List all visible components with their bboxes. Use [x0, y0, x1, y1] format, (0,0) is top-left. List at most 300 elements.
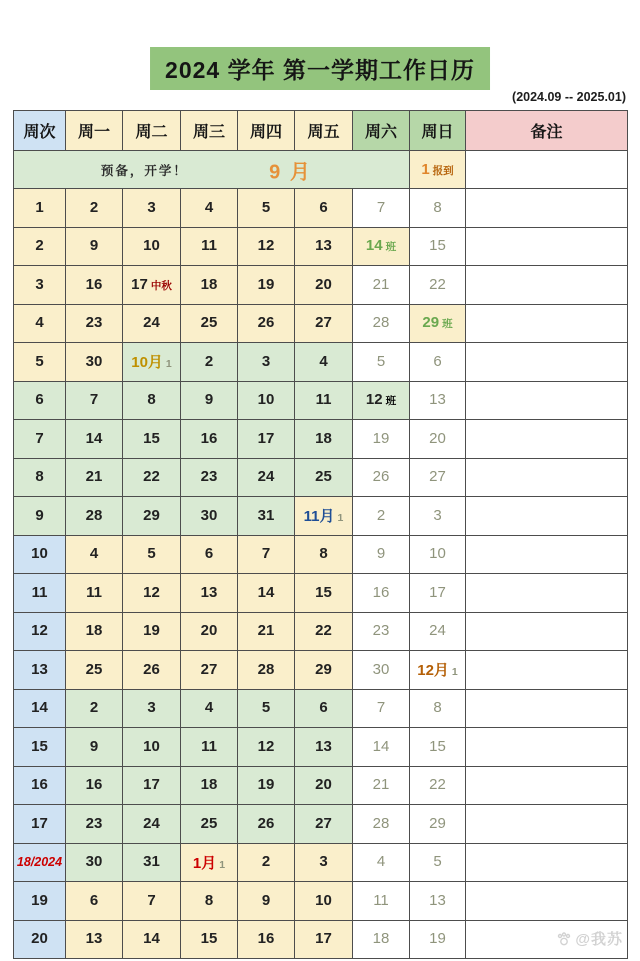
day-cell: [238, 227, 295, 266]
day-number: 14: [365, 237, 383, 255]
day-cell: [353, 458, 410, 497]
day-number: 19: [257, 275, 275, 293]
day-cell: [66, 420, 123, 459]
day-number: 13: [429, 891, 446, 909]
day-number: 29: [315, 660, 332, 678]
day-number: 7: [89, 391, 99, 409]
day-number: 3: [147, 198, 156, 216]
day-cell: [181, 920, 238, 959]
day-cell: [66, 343, 123, 382]
week-number-cell: [14, 843, 66, 882]
day-number: 28: [372, 814, 390, 832]
week-number: 12: [31, 622, 48, 640]
week-number-cell: [14, 458, 66, 497]
day-cell: [353, 381, 410, 420]
day-cell: [238, 266, 295, 305]
day-cell: [410, 535, 466, 574]
week-number: 7: [35, 429, 44, 447]
remark-cell: [466, 189, 628, 228]
day-cell: [410, 420, 466, 459]
calendar-table: [13, 110, 628, 959]
week-number: 17: [31, 814, 48, 832]
day-number: 14: [143, 930, 160, 948]
day-number: 5: [147, 545, 156, 563]
day-cell: [295, 343, 353, 382]
day-number: 11: [201, 237, 217, 255]
day-cell: [410, 266, 466, 305]
day-number: 10: [429, 545, 446, 563]
day-number: 19: [429, 930, 446, 948]
day-cell: [295, 766, 353, 805]
day-number: 3: [147, 699, 156, 717]
day-number: 16: [85, 275, 103, 293]
day-cell: [410, 728, 466, 767]
week-number-cell: [14, 689, 66, 728]
day-number: 12: [257, 737, 275, 755]
day-cell: [353, 651, 410, 690]
day-number: 14: [372, 737, 390, 755]
day-cell: [238, 189, 295, 228]
day-cell: [123, 266, 181, 305]
day-cell: [238, 920, 295, 959]
header-col-friday: 周五: [295, 111, 353, 151]
day-cell: [353, 227, 410, 266]
day-number: 13: [200, 583, 218, 601]
day-number: 11: [373, 891, 389, 909]
day-cell: [123, 381, 181, 420]
day-cell: [353, 266, 410, 305]
day-number: 22: [143, 468, 160, 486]
day-number: 17: [257, 429, 275, 447]
day-cell: [181, 843, 238, 882]
day-annotation: 1: [337, 512, 344, 525]
day-cell: [181, 189, 238, 228]
week-number: 14: [31, 699, 48, 717]
day-cell: [295, 535, 353, 574]
day-cell: [295, 920, 353, 959]
day-cell: [410, 612, 466, 651]
week-number-cell: [14, 381, 66, 420]
day-cell: [66, 689, 123, 728]
header-col-remarks: 备注: [466, 111, 628, 151]
remark-cell: [466, 458, 628, 497]
week-number: 11: [31, 583, 48, 601]
day-number: 24: [429, 622, 446, 640]
day-number: 20: [200, 622, 218, 640]
day-number: 22: [429, 776, 446, 794]
day-cell: [295, 689, 353, 728]
month-banner-row: [14, 151, 628, 189]
header-col-week-number: 周次: [14, 111, 66, 151]
day-annotation: 1: [219, 858, 226, 871]
day-number: 6: [433, 352, 442, 370]
day-number: 23: [85, 814, 103, 832]
week-number-cell: [14, 651, 66, 690]
day-number: 17: [143, 776, 160, 794]
table-row: [14, 266, 628, 305]
day-number: 14: [85, 429, 103, 447]
day-number: 13: [85, 930, 103, 948]
table-row: [14, 689, 628, 728]
day-cell: [410, 843, 466, 882]
day-cell: [66, 882, 123, 921]
day-number: 20: [315, 275, 332, 293]
day-cell: [123, 458, 181, 497]
day-cell: [238, 304, 295, 343]
day-number: 7: [376, 198, 386, 216]
week-number: 6: [35, 391, 44, 409]
day-cell: [353, 728, 410, 767]
day-cell: [238, 574, 295, 613]
table-row: [14, 304, 628, 343]
day-cell: [181, 381, 238, 420]
header-row: [14, 111, 628, 151]
day-cell: [66, 766, 123, 805]
day-cell: [238, 805, 295, 844]
day-number: 6: [89, 891, 99, 909]
day-number: 23: [85, 314, 103, 332]
day-number: 21: [372, 776, 390, 794]
day-cell: [295, 728, 353, 767]
day-number: 26: [143, 660, 160, 678]
day-cell: [353, 420, 410, 459]
month-label-september: 9 月: [269, 161, 312, 183]
day-number: 1: [421, 160, 430, 178]
day-number: 24: [143, 814, 160, 832]
day-cell: [66, 805, 123, 844]
day-number: 26: [257, 314, 275, 332]
day-cell: [66, 266, 123, 305]
header-col-saturday: 周六: [353, 111, 410, 151]
day-cell: [410, 574, 466, 613]
day-cell: [410, 651, 466, 690]
day-number: 4: [89, 545, 99, 563]
day-number: 10月: [131, 354, 163, 372]
day-number: 9: [376, 545, 386, 563]
day-number: 5: [433, 853, 442, 871]
day-cell: [353, 497, 410, 536]
day-annotation: 班: [385, 395, 397, 408]
day-number: 9: [89, 237, 99, 255]
table-row: [14, 766, 628, 805]
day-number: 11: [86, 583, 102, 601]
day-cell: [66, 458, 123, 497]
day-number: 21: [257, 622, 275, 640]
day-cell: [238, 420, 295, 459]
day-cell: [181, 728, 238, 767]
day-number: 15: [315, 583, 332, 601]
day-cell: [66, 728, 123, 767]
day-number: 9: [204, 391, 214, 409]
week-number: 2: [35, 237, 44, 255]
day-number: 17: [131, 275, 148, 293]
day-cell: [66, 497, 123, 536]
week-number: 3: [35, 275, 44, 293]
day-number: 19: [143, 622, 160, 640]
day-number: 29: [429, 814, 446, 832]
day-cell: [410, 805, 466, 844]
day-cell: [238, 535, 295, 574]
day-number: 5: [376, 352, 386, 370]
day-number: 23: [200, 468, 218, 486]
day-number: 18: [200, 275, 218, 293]
day-number: 25: [85, 660, 103, 678]
day-cell: [181, 766, 238, 805]
day-cell: [238, 458, 295, 497]
day-cell: [238, 651, 295, 690]
day-cell: [181, 651, 238, 690]
week-number-cell: [14, 420, 66, 459]
week-number: 10: [31, 545, 48, 563]
day-cell: [181, 266, 238, 305]
table-row: [14, 728, 628, 767]
table-row: [14, 805, 628, 844]
table-row: [14, 343, 628, 382]
day-number: 22: [429, 275, 446, 293]
day-cell: [410, 497, 466, 536]
week-number: 20: [31, 930, 48, 948]
day-cell: [353, 343, 410, 382]
day-number: 4: [319, 352, 328, 370]
day-number: 27: [200, 660, 218, 678]
day-cell: [295, 420, 353, 459]
day-cell: [181, 227, 238, 266]
day-cell: [238, 497, 295, 536]
day-cell: [295, 882, 353, 921]
day-cell: [123, 843, 181, 882]
day-number: 26: [372, 468, 390, 486]
day-number: 2: [376, 506, 386, 524]
day-number: 5: [261, 198, 271, 216]
day-cell: [410, 458, 466, 497]
remark-cell: [466, 227, 628, 266]
day-number: 20: [429, 429, 446, 447]
day-number: 23: [372, 622, 390, 640]
day-cell: [66, 651, 123, 690]
day-cell: [353, 304, 410, 343]
page-title: 2024 学年 第一学期工作日历: [150, 47, 490, 90]
header-col-wednesday: 周三: [181, 111, 238, 151]
day-cell: [238, 766, 295, 805]
remark-cell: [466, 766, 628, 805]
day-number: 20: [315, 776, 332, 794]
day-annotation: 班: [442, 318, 453, 331]
day-number: 5: [261, 699, 271, 717]
day-cell: [66, 304, 123, 343]
day-cell: [123, 805, 181, 844]
day-annotation: 报到: [432, 164, 454, 177]
day-cell: [410, 766, 466, 805]
day-cell: [66, 920, 123, 959]
day-cell: [353, 882, 410, 921]
day-number: 22: [315, 622, 332, 640]
day-number: 31: [257, 506, 275, 524]
remark-cell: [466, 151, 628, 189]
day-cell: [353, 689, 410, 728]
day-cell: [123, 689, 181, 728]
day-number: 6: [319, 198, 328, 216]
day-annotation: 1: [451, 666, 458, 679]
table-row: [14, 497, 628, 536]
day-number: 15: [143, 429, 160, 447]
day-cell: [295, 574, 353, 613]
week-number-cell: [14, 189, 66, 228]
week-number: 15: [31, 737, 48, 755]
day-cell: [123, 766, 181, 805]
week-number-cell: [14, 497, 66, 536]
remark-cell: [466, 497, 628, 536]
day-cell: [238, 381, 295, 420]
remark-cell: [466, 574, 628, 613]
day-cell: [238, 843, 295, 882]
week-number: 5: [35, 352, 44, 370]
day-cell: [295, 497, 353, 536]
table-row: [14, 227, 628, 266]
day-number: 7: [147, 891, 156, 909]
day-number: 18: [372, 930, 390, 948]
table-row: [14, 535, 628, 574]
day-number: 15: [200, 930, 218, 948]
day-number: 3: [319, 853, 328, 871]
day-number: 14: [257, 583, 275, 601]
day-number: 6: [319, 699, 328, 717]
day-number: 16: [372, 583, 390, 601]
day-number: 2: [261, 853, 271, 871]
day-cell: [66, 535, 123, 574]
day-cell: [295, 805, 353, 844]
table-row: [14, 420, 628, 459]
table-row: [14, 458, 628, 497]
day-cell: [123, 920, 181, 959]
day-number: 16: [257, 930, 275, 948]
day-number: 30: [200, 506, 218, 524]
week-number-cell: [14, 728, 66, 767]
day-cell: [123, 420, 181, 459]
day-number: 17: [429, 583, 446, 601]
day-number: 4: [204, 699, 214, 717]
day-cell: [123, 612, 181, 651]
day-number: 21: [85, 468, 103, 486]
day-number: 13: [315, 737, 332, 755]
day-number: 11: [201, 737, 217, 755]
remark-cell: [466, 805, 628, 844]
day-cell: [181, 882, 238, 921]
day-number: 29: [422, 314, 440, 332]
day-number: 10: [315, 891, 332, 909]
day-number: 27: [315, 814, 332, 832]
day-number: 10: [143, 737, 160, 755]
day-number: 18: [200, 776, 218, 794]
day-cell: [181, 805, 238, 844]
week-number-cell: [14, 805, 66, 844]
day-number: 26: [257, 814, 275, 832]
remark-cell: [466, 651, 628, 690]
week-number-cell: [14, 266, 66, 305]
day-cell: [123, 189, 181, 228]
day-cell: [123, 497, 181, 536]
remark-cell: [466, 612, 628, 651]
day-number: 8: [204, 891, 214, 909]
day-cell: [181, 574, 238, 613]
paw-icon: [556, 931, 572, 947]
september-band: [14, 151, 410, 189]
day-cell: [123, 882, 181, 921]
week-number-year: 2024: [34, 855, 63, 870]
week-number-cell: [14, 766, 66, 805]
table-row: [14, 882, 628, 921]
day-number: 9: [261, 891, 271, 909]
week-number-cell: [14, 535, 66, 574]
week-number: 19: [31, 891, 48, 909]
day-number: 2: [204, 352, 214, 370]
day-annotation: 班: [385, 241, 397, 254]
table-row: [14, 843, 628, 882]
remark-cell: [466, 882, 628, 921]
day-cell: [410, 920, 466, 959]
day-number: 2: [89, 198, 99, 216]
day-number: 31: [143, 853, 160, 871]
day-number: 6: [204, 545, 214, 563]
day-cell: [66, 189, 123, 228]
day-cell: [123, 574, 181, 613]
day-cell: [238, 882, 295, 921]
week-number-cell: [14, 227, 66, 266]
day-number: 10: [143, 237, 160, 255]
week-number-cell: [14, 612, 66, 651]
table-row: [14, 574, 628, 613]
day-number: 17: [315, 930, 332, 948]
day-number: 24: [143, 314, 160, 332]
day-cell: [181, 458, 238, 497]
day-number: 28: [85, 506, 103, 524]
day-cell: [66, 227, 123, 266]
day-number: 12: [365, 391, 383, 409]
day-cell: [123, 728, 181, 767]
day-cell: [295, 843, 353, 882]
day-number: 18: [315, 429, 332, 447]
day-cell: [123, 227, 181, 266]
day-number: 15: [429, 237, 446, 255]
day-cell: [123, 343, 181, 382]
week-number: 16: [31, 776, 48, 794]
day-cell: [295, 612, 353, 651]
remark-cell: [466, 266, 628, 305]
day-cell: [353, 805, 410, 844]
day-cell: [295, 266, 353, 305]
day-number: 11月: [303, 508, 335, 526]
day-number: 8: [433, 198, 442, 216]
day-cell: [295, 458, 353, 497]
day-cell: [66, 574, 123, 613]
week-number: 18/: [16, 855, 35, 870]
day-annotation: 中秋: [150, 279, 172, 292]
day-cell: [181, 535, 238, 574]
day-cell: [353, 843, 410, 882]
day-number: 12: [143, 583, 160, 601]
header-col-tuesday: 周二: [123, 111, 181, 151]
day-number: 25: [200, 814, 218, 832]
week-number-cell: [14, 343, 66, 382]
day-cell: [410, 689, 466, 728]
header-col-sunday: 周日: [410, 111, 466, 151]
day-number: 1月: [192, 854, 217, 872]
day-cell: [181, 304, 238, 343]
remark-cell: [466, 535, 628, 574]
day-number: 28: [257, 660, 275, 678]
day-cell: [410, 227, 466, 266]
day-cell: [181, 420, 238, 459]
day-cell: [123, 535, 181, 574]
